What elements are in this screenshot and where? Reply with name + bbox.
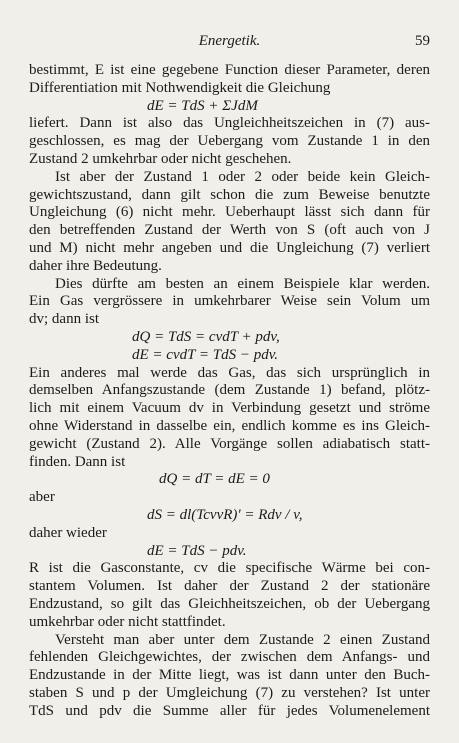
text-line: Ist aber der Zustand 1 oder 2 oder beide kein Gleich- [55,168,430,185]
text-line: lich mit einem Vacuum dv in Verbindung gesetzt und ströme [29,400,430,417]
text-line: liefert. Dann ist also das Ungleichheitszeichen in (7) aus- [29,115,430,132]
text-line: R ist die Gasconstante, cv die specifische Wärme bei con- [29,560,430,577]
text-line: daher ihre Bedeutung. [29,257,162,274]
text-line: Ein Gas vergrössere in umkehrbarer Weise sein Volum um [29,293,430,310]
text-line: stantem Volumen. Ist daher der Zustand 2 der stationäre [29,578,430,595]
body-text [29,62,430,720]
text-line: Endzustande in der Mitte liegt, was ist dann unter den Buch- [29,667,430,684]
text-line: Versteht man aber unter dem Zustande 2 einen Zustand [55,631,430,648]
text-line: gewicht (Zustand 2). Alle Vorgänge sollen adiabatisch statt- [29,435,430,452]
equation: dQ = TdS = cvdT + pdv, [132,328,280,345]
text-line: ohne Widerstand in dasselbe ein, endlich komme es ins Gleich- [29,417,430,434]
text-line: demselben Anfangszustande (dem Zustande 1) befand, plötz- [29,382,430,399]
text-line: umkehrbar oder nicht stattfindet. [29,613,226,630]
equation: dE = TdS − pdv. [147,542,247,559]
equation: dQ = dT = dE = 0 [159,471,270,488]
text-line: Differentiation mit Nothwendigkeit die Gleichung [29,79,331,96]
text-line: finden. Dann ist [29,453,126,470]
running-header: Energetik. [198,33,261,49]
equation: dS = dl(TcvvR)' = Rdv / v, [147,506,303,523]
page-number: 59 [415,33,430,49]
text-line: geschlossen, es mag der Uebergang vom Zustande 1 in den [29,133,430,150]
text-line: Endzustand, so gilt das Gleichheitszeichen, ob der Uebergang [29,595,430,612]
text-line: Ein anderes mal werde das Gas, das sich ursprünglich in [29,364,430,381]
text-line: daher wieder [29,524,107,541]
equation: dE = cvdT = TdS − pdv. [132,346,279,363]
text-line: Zustand 2 umkehrbar oder nicht geschehen. [29,150,292,167]
text-line: Ungleichung (6) nicht mehr. Ueberhaupt lässt sich dann für [29,204,430,221]
text-line: Dies dürfte am besten an einem Beispiele klar werden. [55,275,430,292]
equation: dE = TdS + ΣJdM [147,97,258,114]
text-line: dv; dann ist [29,311,99,328]
text-line: gewichtszustand, dann gilt schon die zum Beweise benutzte [29,186,430,203]
text-line: aber [29,489,55,506]
text-line: TdS und pdv die Summe aller für jedes Volumenelement [29,702,430,719]
text-line: fehlenden Gleichgewichtes, der zwischen dem Anfangs- und [29,649,430,666]
text-line: staben S und p der Umgleichung (7) zu verstehen? Ist unter [29,684,430,701]
text-line: und M) nicht mehr angeben und die Ungleichung (7) verliert [29,239,430,256]
text-line: bestimmt, E ist eine gegebene Function dieser Parameter, deren [29,62,430,78]
text-line: den betreffenden Zustand der Werth von S (oft auch von J [29,222,430,239]
